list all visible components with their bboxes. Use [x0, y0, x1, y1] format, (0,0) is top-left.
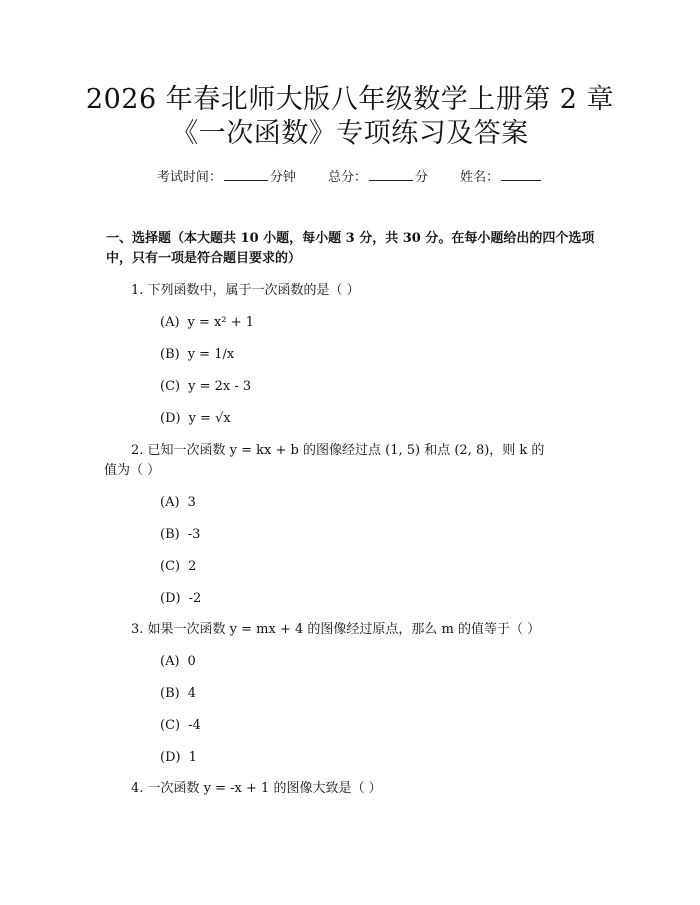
student-name-label: 姓名： [460, 170, 500, 185]
option-letter: (B) [160, 686, 180, 701]
question-2-option-b [160, 525, 200, 545]
option-letter: (C) [160, 379, 181, 394]
total-score-label: 总分： [327, 170, 367, 185]
question-3-option-c [160, 716, 201, 736]
question-1-option-d [160, 409, 231, 429]
question-1-option-a [160, 313, 254, 333]
option-text: 4 [187, 686, 196, 701]
total-score-field [328, 170, 432, 185]
question-3-option-d [160, 748, 197, 768]
student-name-blank[interactable] [501, 168, 541, 181]
option-text: -4 [188, 718, 201, 733]
title-line-2: 《一次函数》专项练习及答案 [171, 118, 529, 149]
option-text: 0 [187, 654, 196, 669]
option-letter: (D) [160, 591, 181, 606]
question-3-stem: 3. 如果一次函数 y = mx + 4 的图像经过原点，那么 m 的值等于（ ） [131, 622, 541, 637]
option-letter: (C) [160, 559, 181, 574]
option-text: y = √x [188, 411, 231, 426]
title-line-1: 2026 年春北师大版八年级数学上册第 2 章 [85, 84, 615, 115]
option-letter: (B) [160, 527, 180, 542]
question-3-option-b [160, 684, 196, 704]
exam-info [0, 168, 700, 188]
question-2-option-a [160, 493, 196, 513]
exam-time-unit: 分钟 [269, 170, 296, 185]
option-letter: (A) [160, 654, 180, 669]
total-score-blank[interactable] [369, 168, 413, 181]
question-1-option-c [160, 377, 251, 397]
question-1-stem: 1. 下列函数中，属于一次函数的是（ ） [131, 283, 360, 298]
question-3-option-a [160, 652, 196, 672]
option-text: -3 [187, 527, 201, 542]
option-letter: (D) [160, 750, 181, 765]
exam-time-blank[interactable] [224, 168, 268, 181]
question-1-option-b [160, 345, 234, 365]
exam-time-label: 考试时间： [156, 170, 222, 185]
option-text: 3 [187, 495, 196, 510]
question-2-option-c [160, 557, 196, 577]
option-letter: (D) [160, 411, 181, 426]
question-2-stem-line-1: 2. 已知一次函数 y = kx + b 的图像经过点 (1, 5) 和点 (2, 8)，则 k 的 [131, 443, 545, 458]
option-text: -2 [188, 591, 202, 606]
option-text: y = x² + 1 [187, 315, 255, 330]
option-letter: (A) [160, 315, 180, 330]
option-letter: (C) [160, 718, 181, 733]
exam-time-field [157, 170, 300, 185]
question-4-stem: 4. 一次函数 y = -x + 1 的图像大致是（ ） [131, 781, 382, 796]
question-2-stem-line-2: 值为（ ） [104, 463, 161, 478]
student-name-field [460, 170, 543, 185]
option-text: 2 [188, 559, 197, 574]
option-letter: (A) [160, 495, 180, 510]
total-score-unit: 分 [415, 170, 429, 185]
section-heading: 一、选择题（本大题共 10 小题，每小题 3 分，共 30 分。在每小题给出的四个选项中，只有一项是符合题目要求的） [106, 231, 595, 266]
option-text: y = 1/x [187, 347, 235, 362]
question-2-option-d [160, 589, 201, 609]
option-letter: (B) [160, 347, 180, 362]
option-text: 1 [188, 750, 197, 765]
option-text: y = 2x - 3 [188, 379, 252, 394]
